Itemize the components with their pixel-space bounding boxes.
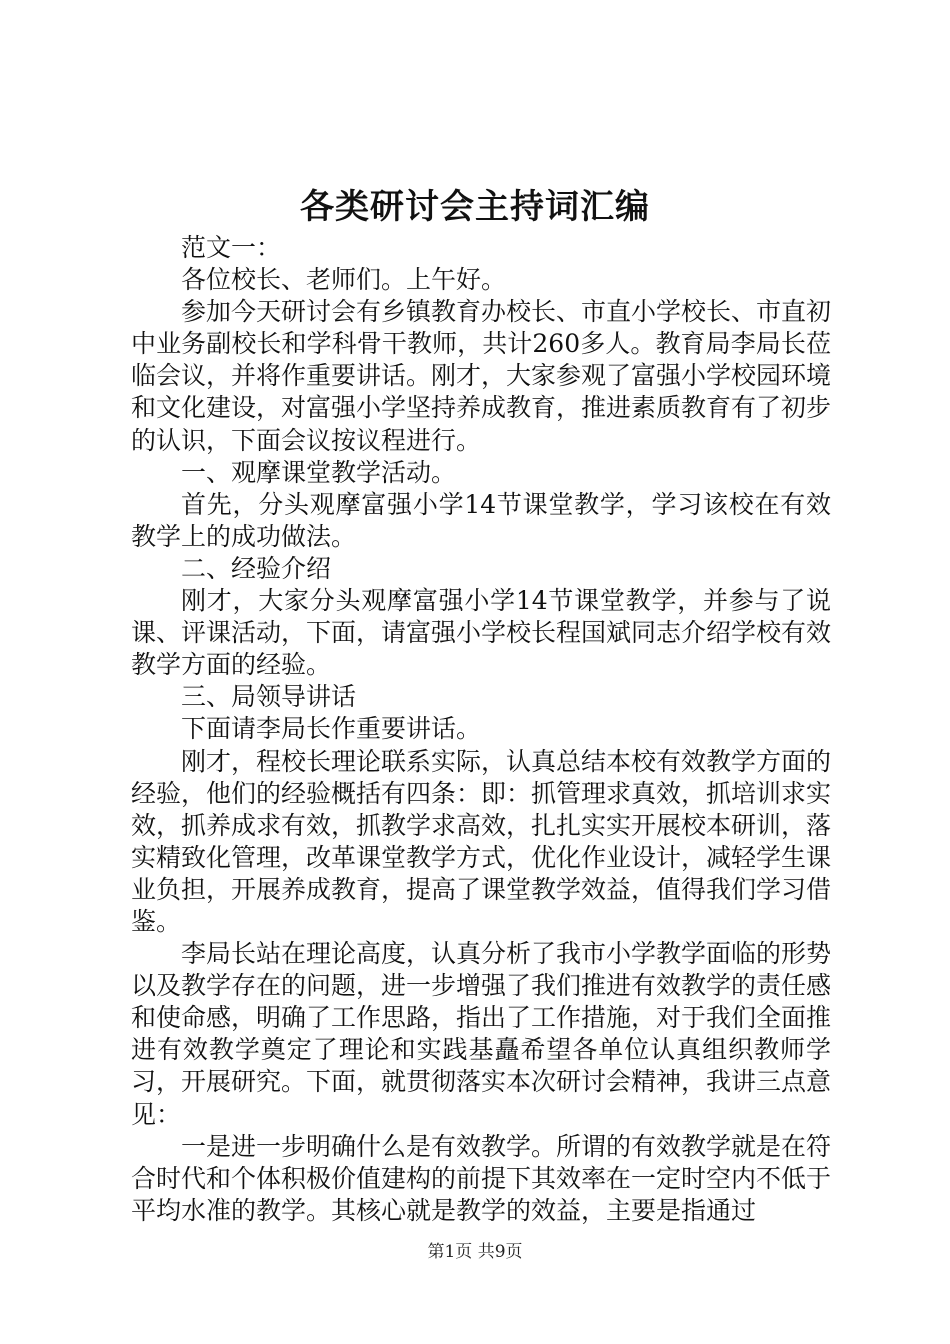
section-heading: 三、局领导讲话 (181, 682, 357, 712)
section-heading: 一、观摩课堂教学活动。 (181, 457, 457, 487)
document-title: 各类研讨会主持词汇编 (300, 187, 650, 227)
section-heading: 二、经验介绍 (181, 553, 332, 583)
paragraph: 刚才，程校长理论联系实际，认真总结本校有效教学方面的经验，他们的经验概括有四条：即：抓管理求真效，抓培训求实效，抓养成求有效，抓教学求高效，扎扎实实开展校本研训，落实精致化管理，改革课堂教学方式，优化作业设计，减轻学生课业负担，开展养成教育，提高了课堂教学效益，值得我们学习借鉴。 (131, 746, 832, 936)
paragraph: 范文一： (181, 233, 282, 262)
paragraph: 一是进一步明确什么是有效教学。所谓的有效教学就是在符合时代和个体积极价值建构的前提下其效率在一定时空内不低于平均水准的教学。其核心就是教学的效益，主要是指通过 (131, 1131, 832, 1225)
page-number-footer: 第1页 共9页 (427, 1242, 523, 1262)
document-body (131, 232, 831, 1227)
paragraph: 各位校长、老师们。上午好。 (181, 265, 507, 295)
paragraph: 首先，分头观摩富强小学14节课堂教学，学习该校在有效教学上的成功做法。 (131, 489, 831, 551)
paragraph: 参加今天研讨会有乡镇教育办校长、市直小学校长、市直初中业务副校长和学科骨干教师，共计260多人。教育局李局长莅临会议，并将作重要讲话。刚才，大家参观了富强小学校园环境和文化建设，对富强小学坚持养成教育，推进素质教育有了初步的认识，下面会议按议程进行。 (131, 297, 832, 455)
paragraph: 下面请李局长作重要讲话。 (181, 714, 482, 744)
paragraph: 李局长站在理论高度，认真分析了我市小学教学面临的形势以及教学存在的问题，进一步增强了我们推进有效教学的责任感和使命感，明确了工作思路，指出了工作措施，对于我们全面推进有效教学奠定了理论和实践基矗希望各单位认真组织教师学习，开展研究。下面，就贯彻落实本次研讨会精神，我讲三点意见： (131, 939, 832, 1129)
paragraph: 刚才，大家分头观摩富强小学14节课堂教学，并参与了说课、评课活动，下面，请富强小学校长程国斌同志介绍学校有效教学方面的经验。 (131, 586, 832, 680)
